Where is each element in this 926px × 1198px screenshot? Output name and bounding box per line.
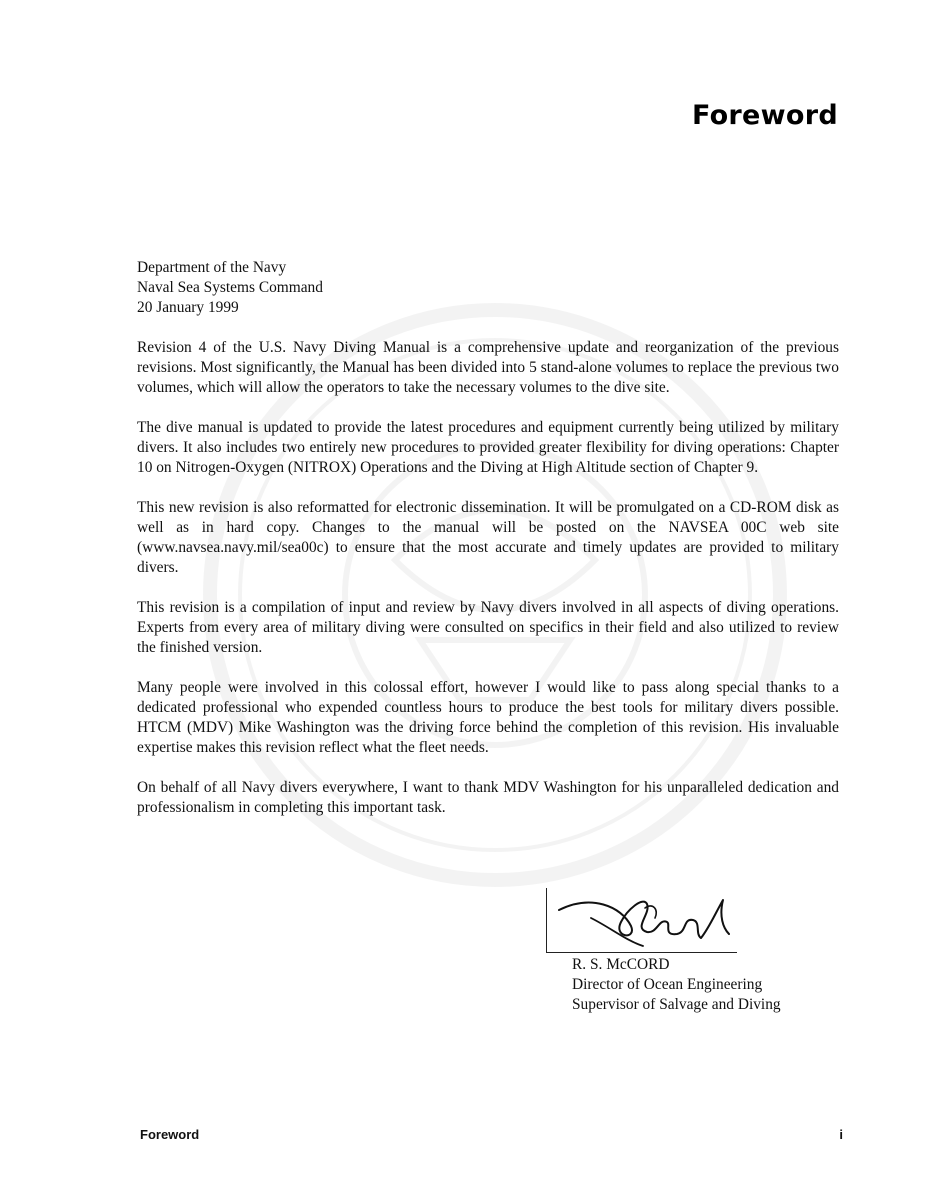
handwritten-signature bbox=[551, 888, 741, 950]
paragraph: This new revision is also reformatted for electronic dissemination. It will be promulgated on a CD-ROM disk as well as in hard copy. Changes to the manual will be posted on the NAVSEA 00C web site (www.navsea.navy.mil/sea00c) to ensure that the most accurate and timely updates are provided to military divers. bbox=[137, 499, 839, 576]
address-date: 20 January 1999 bbox=[137, 299, 239, 316]
paragraph: This revision is a compilation of input and review by Navy divers involved in all aspects of diving operations. Experts from every area of military diving were consulted on specifics in their field and also utilized to review the finished version. bbox=[137, 599, 839, 656]
paragraph: Many people were involved in this colossal effort, however I would like to pass along special thanks to a dedicated professional who expended countless hours to produce the best tools for military divers possible. HTCM (MDV) Mike Washington was the driving force behind the completion of this revision. His invaluable expertise makes this revision reflect what the fleet needs. bbox=[137, 679, 839, 756]
signer-info bbox=[572, 955, 846, 1015]
page-title: Foreword bbox=[691, 100, 838, 131]
paragraph: The dive manual is updated to provide the latest procedures and equipment currently being utilized by military divers. It also includes two entirely new procedures to provided greater flexibility for diving operations: Chapter 10 on Nitrogen-Oxygen (NITROX) Operations and the Diving at High Altitude section of Chapter 9. bbox=[137, 419, 839, 476]
letter-body bbox=[137, 258, 839, 818]
page-number: i bbox=[839, 1127, 843, 1142]
signature-block bbox=[546, 888, 846, 1015]
signature-line bbox=[546, 888, 737, 953]
address-line-department: Department of the Navy bbox=[137, 259, 287, 276]
signer-title-director: Director of Ocean Engineering bbox=[572, 976, 763, 993]
signer-title-supervisor: Supervisor of Salvage and Diving bbox=[572, 996, 781, 1013]
paragraph: Revision 4 of the U.S. Navy Diving Manual is a comprehensive update and reorganization of the previous revisions. Most significantly, the Manual has been divided into 5 stand-alone volumes to replace the previous two volumes, which will allow the operators to take the necessary volumes to the dive site. bbox=[137, 339, 839, 396]
address-block bbox=[137, 258, 839, 318]
footer-section-label: Foreword bbox=[140, 1127, 200, 1142]
address-line-command: Naval Sea Systems Command bbox=[137, 279, 323, 296]
paragraph: On behalf of all Navy divers everywhere, I want to thank MDV Washington for his unparalleled dedication and professionalism in completing this important task. bbox=[137, 779, 839, 816]
signer-name: R. S. McCORD bbox=[572, 956, 670, 973]
